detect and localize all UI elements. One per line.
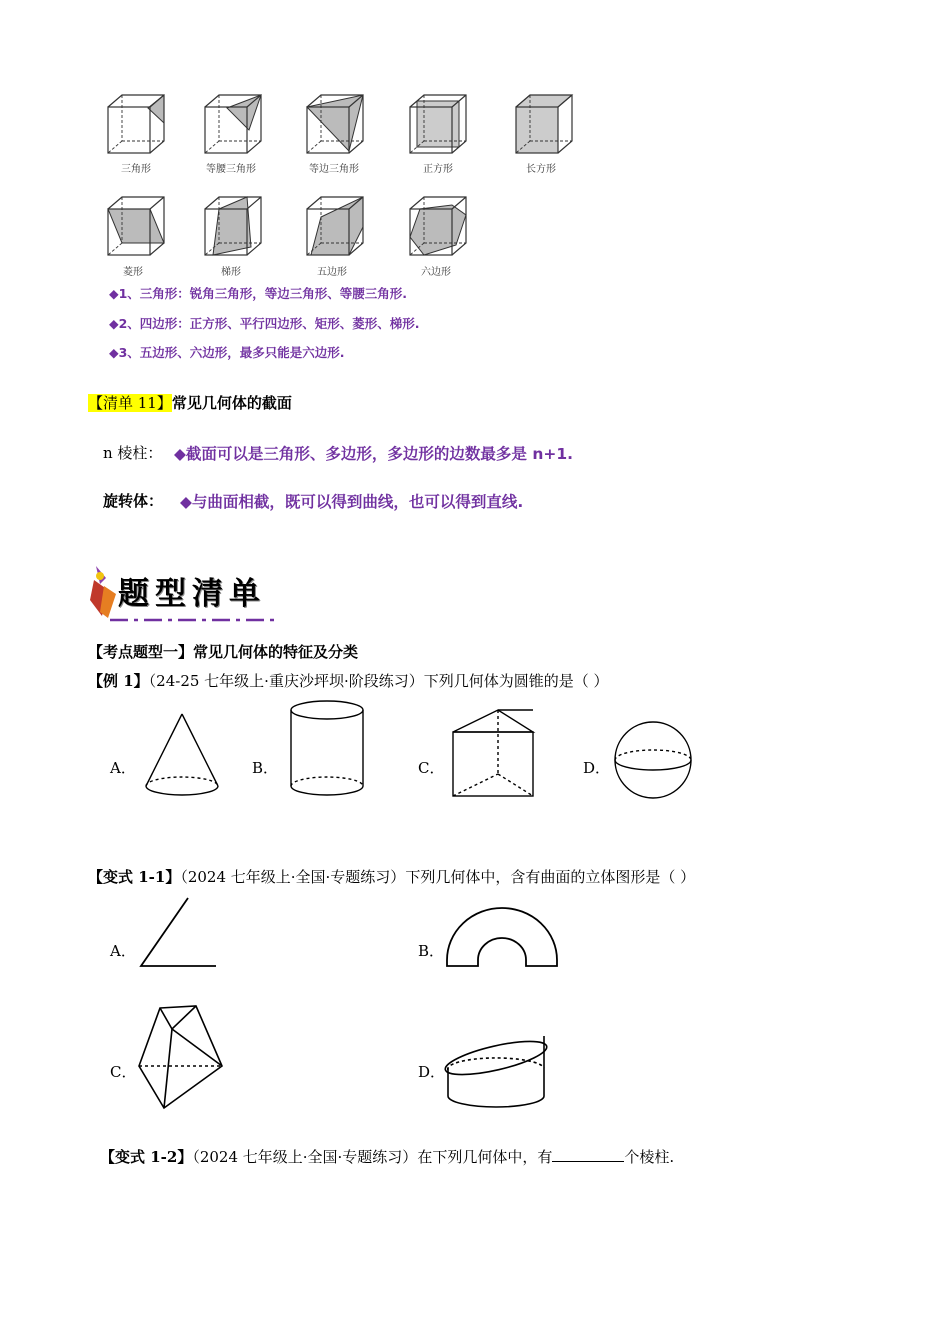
example1-question <box>88 670 609 691</box>
cube-isosceles-triangle <box>205 95 261 153</box>
variant11-source: （2024 七年级上·全国·专题练习） <box>180 868 406 886</box>
caption-equilateral: 等边三角形 <box>309 164 359 175</box>
variant11-option-b[interactable]: B． <box>418 942 445 960</box>
example1-option-b[interactable]: B． <box>252 759 279 777</box>
cube-pentagon <box>307 197 363 255</box>
variant11-text: 下列几何体中，含有曲面的立体图形是（ ） <box>405 868 696 886</box>
example1-option-d[interactable]: D． <box>583 759 611 777</box>
cylinder-figure <box>291 701 363 795</box>
example1-text: 下列几何体为圆锥的是（ ） <box>423 672 609 690</box>
sphere-figure <box>615 722 691 798</box>
variant11-question <box>88 866 695 887</box>
variant11-tag: 【变式 1-1】 <box>88 868 181 886</box>
caption-hexagon: 六边形 <box>421 267 451 278</box>
cube-rhombus <box>108 197 164 255</box>
variant12-text-before: 在下列几何体中，有 <box>417 1148 553 1166</box>
cube-square <box>410 95 466 153</box>
variant12-tag: 【变式 1-2】 <box>100 1148 193 1166</box>
caption-triangle: 三角形 <box>121 164 151 175</box>
caption-rhombus: 菱形 <box>123 267 143 278</box>
cube-equilateral-triangle <box>307 95 363 153</box>
angle-figure <box>141 898 216 966</box>
list11-heading <box>88 392 292 413</box>
oblique-cylinder-figure <box>443 1035 550 1107</box>
caption-square: 正方形 <box>423 164 453 175</box>
polyhedron-figure <box>139 1006 222 1108</box>
caption-trapezoid: 梯形 <box>221 267 241 278</box>
note-quadrilaterals: ◆2、四边形：正方形、平行四边形、矩形、菱形、梯形. <box>109 316 420 331</box>
banner-title: 题型清单 <box>118 576 266 612</box>
variant12-question <box>100 1146 674 1167</box>
triangular-prism-figure <box>453 710 533 796</box>
caption-rectangle: 长方形 <box>526 164 556 175</box>
half-ring-figure <box>447 908 557 966</box>
prism-label: n 棱柱： <box>103 444 163 462</box>
example1-option-a[interactable]: A． <box>110 759 136 777</box>
cone-figure <box>146 714 218 795</box>
example1-figures <box>0 700 950 840</box>
cube-rectangle <box>516 95 572 153</box>
list11-title: 常见几何体的截面 <box>171 394 292 412</box>
variant12-source: （2024 七年级上·全国·专题练习） <box>192 1148 418 1166</box>
variant11-option-a[interactable]: A． <box>110 942 136 960</box>
variant11-option-c[interactable]: C． <box>110 1063 137 1081</box>
category1-title: 【考点题型一】常见几何体的特征及分类 <box>88 643 359 661</box>
note-triangles: ◆1、三角形：锐角三角形，等边三角形、等腰三角形. <box>109 286 408 301</box>
variant11-option-d[interactable]: D． <box>418 1063 446 1081</box>
note-polygons: ◆3、五边形、六边形，最多只能是六边形. <box>109 345 345 360</box>
variant11-figures <box>0 890 950 1120</box>
rotation-label: 旋转体： <box>103 492 164 510</box>
cube-triangle <box>108 95 164 153</box>
list11-tag: 【清单 11】 <box>88 394 172 412</box>
caption-isosceles: 等腰三角形 <box>206 164 256 175</box>
variant12-text-after: 个棱柱. <box>624 1148 675 1166</box>
example1-option-c[interactable]: C． <box>418 759 445 777</box>
cube-trapezoid <box>205 197 261 255</box>
rotation-text: ◆与曲面相截，既可以得到曲线，也可以得到直线. <box>180 493 524 511</box>
example1-source: （24-25 七年级上·重庆沙坪坝·阶段练习） <box>148 672 424 690</box>
example1-tag: 【例 1】 <box>88 672 149 690</box>
answer-blank[interactable] <box>552 1147 624 1162</box>
caption-pentagon: 五边形 <box>317 267 347 278</box>
cube-hexagon <box>410 197 466 255</box>
prism-text: ◆截面可以是三角形、多边形，多边形的边数最多是 n+1. <box>174 445 574 463</box>
cube-cut-figures <box>0 0 950 300</box>
